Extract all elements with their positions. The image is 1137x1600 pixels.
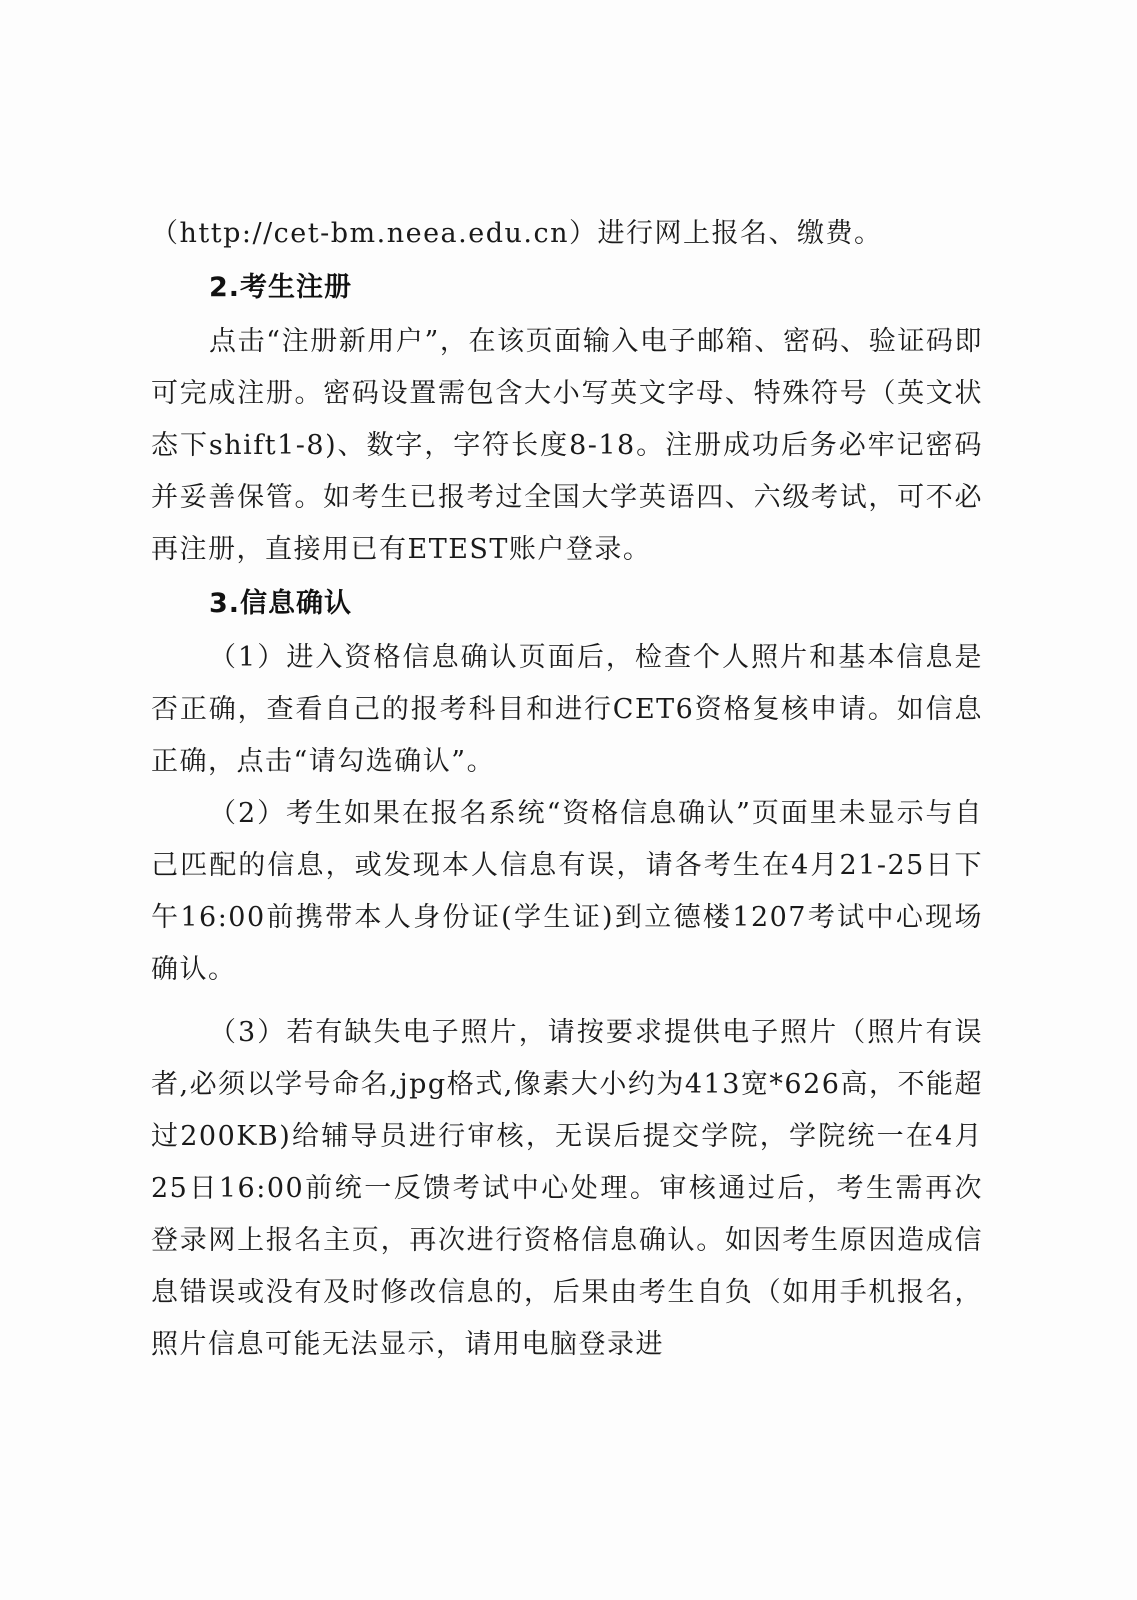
document-body <box>151 208 983 1371</box>
registration-paragraph: 点击“注册新用户”，在该页面输入电子邮箱、密码、验证码即可完成注册。密码设置需包含大小写英文字母、特殊符号（英文状态下shift1-8)、数字，字符长度8-18。注册成功后务必牢记密码并妥善保管。如考生已报考过全国大学英语四、六级考试，可不必再注册，直接用已有ETEST账户登录。 <box>151 326 983 565</box>
intro-line: （http://cet-bm.neea.edu.cn）进行网上报名、缴费。 <box>151 218 883 249</box>
section-heading-info-confirm: 3.信息确认 <box>209 588 353 619</box>
info-confirm-paragraph-2: （2）考生如果在报名系统“资格信息确认”页面里未显示与自己匹配的信息，或发现本人信息有误，请各考生在4月21-25日下午16:00前携带本人身份证(学生证)到立德楼1207考试中心现场确认。 <box>151 798 983 985</box>
info-confirm-paragraph-1: （1）进入资格信息确认页面后，检查个人照片和基本信息是否正确，查看自己的报考科目和进行CET6资格复核申请。如信息正确，点击“请勾选确认”。 <box>151 642 983 777</box>
section-heading-registration: 2.考生注册 <box>209 272 353 303</box>
info-confirm-paragraph-3: （3）若有缺失电子照片，请按要求提供电子照片（照片有误者,必须以学号命名,jpg格式,像素大小约为413宽*626高，不能超过200KB)给辅导员进行审核，无误后提交学院，学院统一在4月25日16:00前统一反馈考试中心处理。审核通过后，考生需再次登录网上报名主页，再次进行资格信息确认。如因考生原因造成信息错误或没有及时修改信息的，后果由考生自负（如用手机报名，照片信息可能无法显示，请用电脑登录进 <box>151 1017 983 1360</box>
